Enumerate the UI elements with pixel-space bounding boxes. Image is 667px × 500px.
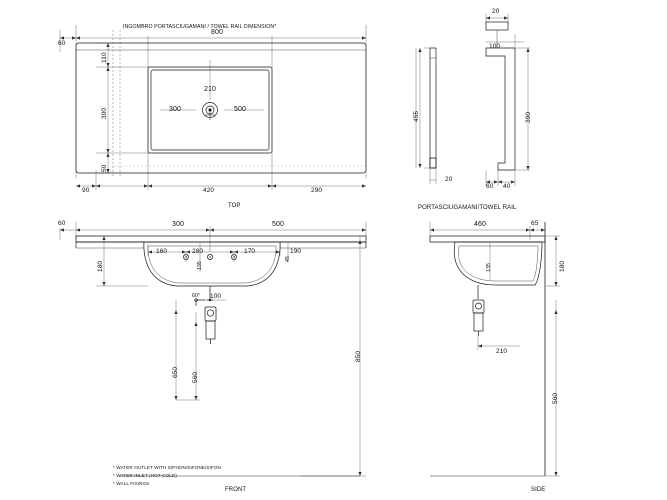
front-left-300: 300 — [172, 221, 184, 228]
front-inlet-angle: 60° — [192, 293, 201, 299]
front-tap-170: 170 — [244, 248, 256, 255]
top-overhang-60: 60 — [58, 40, 66, 47]
rail-height-390: 390 — [525, 111, 532, 123]
side-projection-210: 210 — [496, 348, 508, 355]
view-label-rail: PORTASCIUGAMANI/TOWEL RAIL — [418, 205, 517, 211]
side-height-180: 180 — [559, 260, 566, 272]
front-total-850: 850 — [355, 350, 362, 362]
top-bottom-90: 90 — [82, 187, 90, 194]
top-depth-110: 110 — [101, 52, 108, 63]
rail-top-100: 100 — [489, 43, 501, 50]
view-label-top: TOP — [228, 203, 241, 209]
front-vert-45: 45 — [285, 256, 291, 262]
side-basin-depth-135: 135 — [486, 263, 492, 272]
top-depth-300: 300 — [101, 107, 108, 119]
front-outlet-560: 560 — [192, 371, 199, 383]
top-drain-210: 210 — [204, 86, 216, 93]
front-drain-100: 100 — [210, 293, 222, 300]
side-width-460: 460 — [474, 221, 486, 228]
view-label-front: FRONT — [225, 487, 247, 493]
top-basin-right-500: 500 — [234, 106, 246, 113]
front-inlet-650: 650 — [172, 366, 179, 378]
note-wall-fixings: * WALL FIXINGS — [113, 481, 150, 486]
top-bottom-290: 290 — [311, 187, 323, 194]
front-vert-135: 135 — [197, 261, 203, 270]
top-bottom-420: 420 — [203, 187, 215, 194]
front-tap-160: 160 — [156, 248, 168, 255]
rail-bottom-20: 20 — [445, 176, 453, 183]
note-water-outlet: * WATER OUTLET WITH SIPHON/SIFONE/SIFON — [113, 465, 221, 470]
front-overhang-60: 60 — [58, 220, 66, 227]
rail-height-455: 455 — [413, 110, 420, 122]
rail-bottom-40: 40 — [503, 183, 511, 190]
view-label-side: SIDE — [531, 487, 546, 493]
top-depth-50: 50 — [101, 164, 108, 172]
front-tap-280: 280 — [192, 248, 204, 255]
front-right-500: 500 — [272, 221, 284, 228]
front-height-180: 180 — [97, 260, 104, 272]
top-width-800: 800 — [211, 29, 223, 36]
note-water-inlet: * WATER INLET (HOT-COLD) — [113, 473, 177, 478]
side-overhang-65: 65 — [531, 220, 539, 227]
top-basin-left-300: 300 — [169, 106, 181, 113]
towel-rail-dimension-note: INGOMBRO PORTASCIUGAMANI / TOWEL RAIL DIMENSION* — [123, 24, 277, 30]
rail-top-20: 20 — [492, 8, 500, 15]
rail-bottom-60: 60 — [486, 183, 494, 190]
side-outlet-560: 560 — [552, 392, 559, 404]
front-tap-190: 190 — [290, 248, 302, 255]
